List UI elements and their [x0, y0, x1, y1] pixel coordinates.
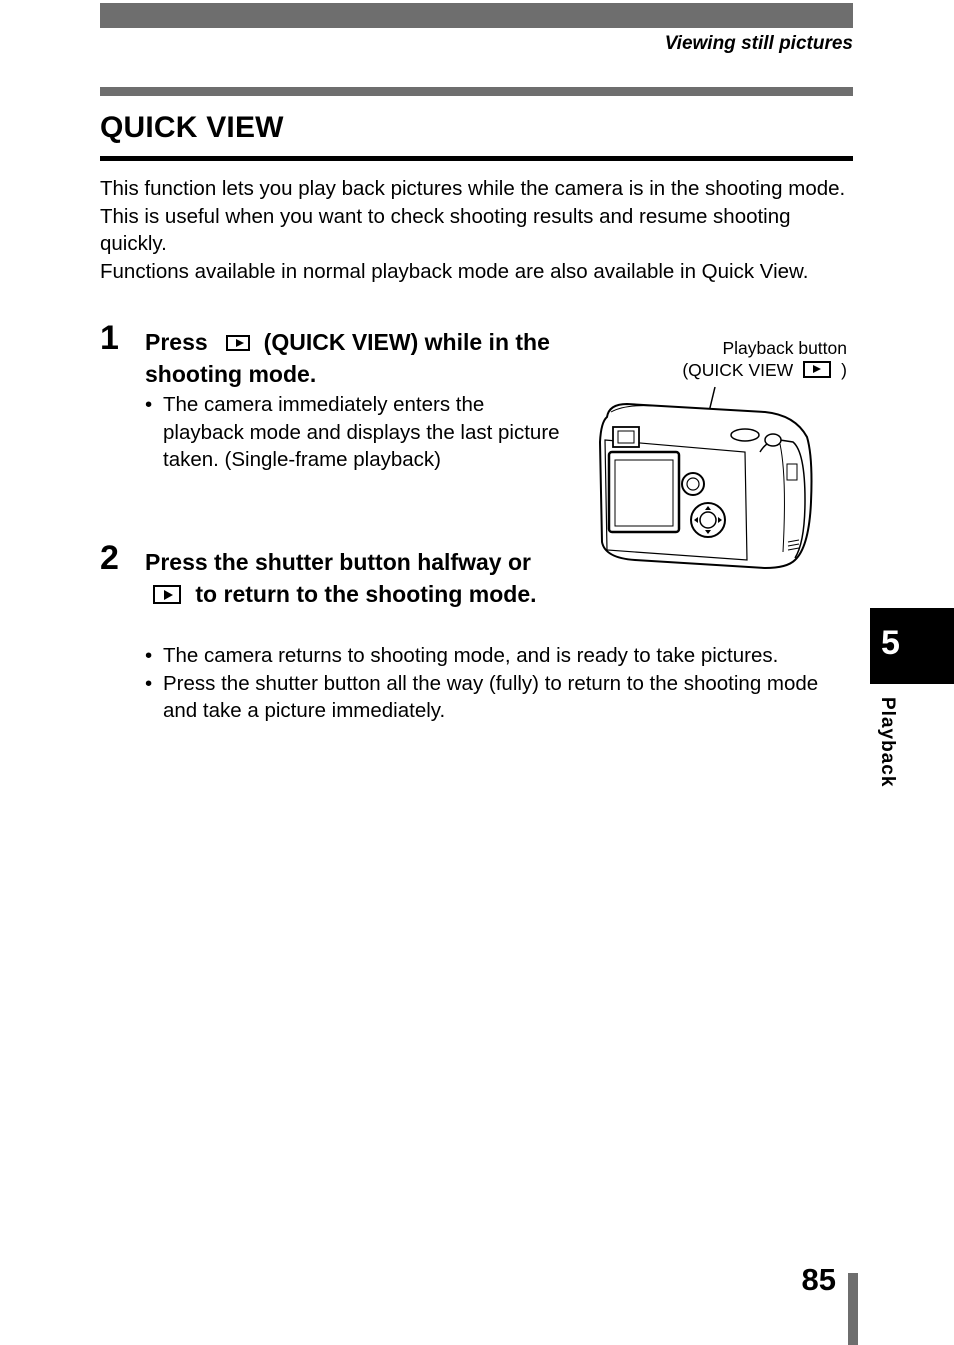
step-1-number: 1	[100, 319, 119, 357]
intro-text	[100, 175, 860, 285]
callout-line-2	[682, 359, 847, 381]
callout-line-1: Playback button	[722, 338, 847, 358]
header-bar	[100, 3, 853, 28]
playback-icon	[226, 335, 250, 351]
step-2-bullet-1: • The camera returns to shooting mode, and is ready to take pictures.	[145, 642, 845, 670]
page-number: 85	[801, 1262, 836, 1297]
chapter-number: 5	[881, 624, 900, 662]
playback-button-callout	[682, 337, 847, 381]
step-1-bullets	[145, 391, 565, 474]
step-1-title-part1: Press	[145, 329, 208, 355]
playback-icon	[803, 361, 831, 378]
step-2-number: 2	[100, 539, 119, 577]
step-2-title	[145, 546, 585, 610]
intro-paragraph-1: This function lets you play back pictures while the camera is in the shooting mode. This is useful when you want to check shooting results and resume shooting quickly.	[100, 177, 846, 255]
section-title: QUICK VIEW	[100, 111, 284, 144]
header-title: Viewing still pictures	[664, 33, 853, 54]
camera-back-illustration	[595, 382, 820, 577]
step-2-title-part2: to return to the shooting mode.	[195, 581, 537, 607]
callout-prefix: (QUICK VIEW	[682, 360, 794, 380]
step-1-title	[145, 326, 575, 390]
chapter-label: Playback	[877, 697, 898, 788]
section-bar	[100, 87, 853, 96]
step-2-bullet-2: • Press the shutter button all the way (fully) to return to the shooting mode and take a picture immediately.	[145, 670, 845, 725]
step-2-title-part1: Press the shutter button halfway or	[145, 549, 531, 575]
chapter-tab	[870, 608, 954, 684]
section-rule	[100, 156, 853, 161]
step-2-bullets	[145, 642, 845, 725]
step-1-bullet: • The camera immediately enters the playback mode and displays the last picture taken. (Single-frame playback)	[145, 391, 565, 474]
playback-icon	[153, 585, 181, 604]
step-1-title-part2: (QUICK VIEW) while in the shooting mode.	[145, 329, 550, 387]
page-bar	[848, 1273, 858, 1345]
intro-paragraph-2: Functions available in normal playback mode are also available in Quick View.	[100, 259, 809, 283]
callout-suffix: )	[841, 360, 847, 380]
